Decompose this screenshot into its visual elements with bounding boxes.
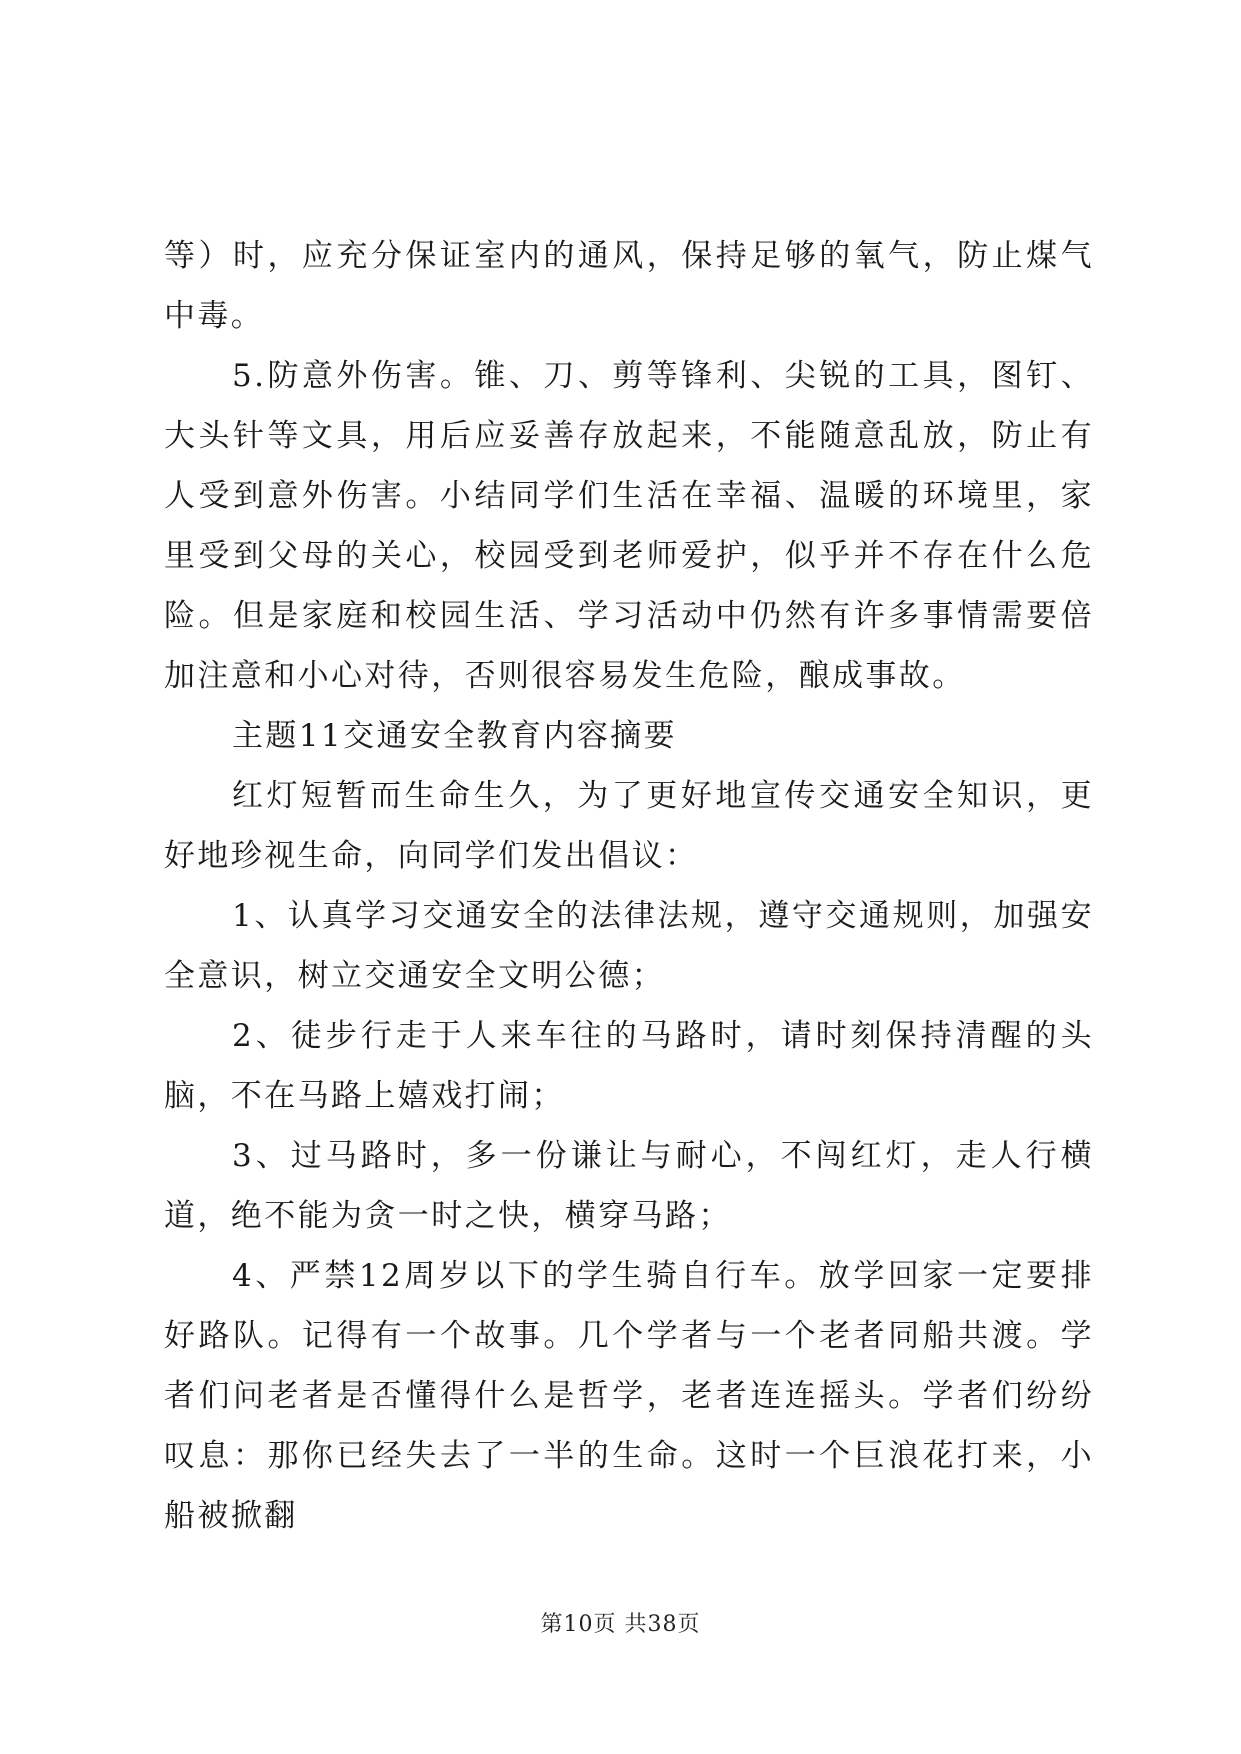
list-item-1: 1、认真学习交通安全的法律法规，遵守交通规则，加强安全意识，树立交通安全文明公德；: [164, 898, 1094, 994]
paragraph-accident-prevention: 5.防意外伤害。锥、刀、剪等锋利、尖锐的工具，图钉、大头针等文具，用后应妥善存放起来，不能随意乱放，防止有人受到意外伤害。小结同学们生活在幸福、温暖的环境里，家里受到父母的关心，校园受到老师爱护，似乎并不存在什么危险。但是家庭和校园生活、学习活动中仍然有许多事情需要倍加注意和小心对待，否则很容易发生危险，酿成事故。: [164, 358, 1094, 694]
page-number-footer: 第10页 共38页: [540, 1612, 701, 1637]
section-heading-traffic-safety: 主题11交通安全教育内容摘要: [232, 718, 678, 754]
list-item-2: 2、徒步行走于人来车往的马路时，请时刻保持清醒的头脑，不在马路上嬉戏打闹；: [164, 1018, 1094, 1114]
document-body: [164, 226, 1094, 1546]
paragraph-initiative-intro: 红灯短暂而生命生久，为了更好地宣传交通安全知识，更好地珍视生命，向同学们发出倡议：: [164, 778, 1094, 874]
list-item-3: 3、过马路时，多一份谦让与耐心，不闯红灯，走人行横道，绝不能为贪一时之快，横穿马路；: [164, 1138, 1094, 1234]
list-item-4: 4、严禁12周岁以下的学生骑自行车。放学回家一定要排好路队。记得有一个故事。几个学者与一个老者同船共渡。学者们问老者是否懂得什么是哲学，老者连连摇头。学者们纷纷叹息：那你已经失去了一半的生命。这时一个巨浪花打来，小船被掀翻: [164, 1258, 1094, 1534]
paragraph-continuation: 等）时，应充分保证室内的通风，保持足够的氧气，防止煤气中毒。: [164, 238, 1094, 334]
